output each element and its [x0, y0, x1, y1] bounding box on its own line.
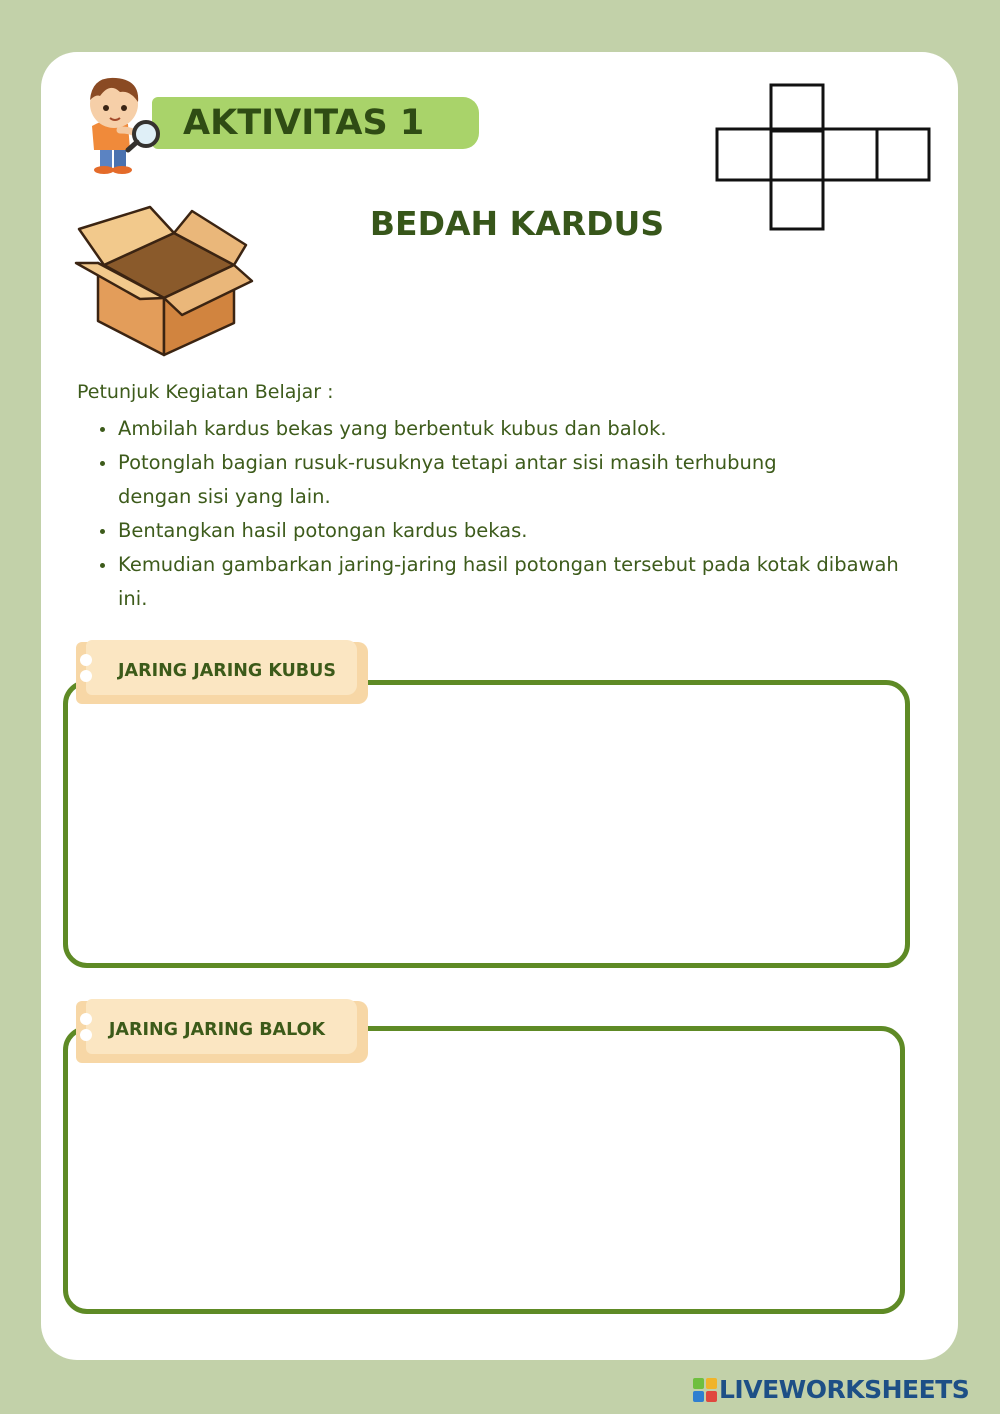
list-item: Bentangkan hasil potongan kardus bekas. — [96, 514, 906, 548]
cuboid-section-label: JARING JARING BALOK — [108, 1020, 326, 1040]
tag-dot — [80, 670, 92, 682]
cardboard-box-icon — [74, 203, 254, 358]
instructions-list — [96, 412, 906, 616]
cube-section-label: JARING JARING KUBUS — [118, 661, 336, 681]
brand-name: LIVEWORKSHEETS — [719, 1375, 970, 1404]
instructions-heading: Petunjuk Kegiatan Belajar : — [77, 381, 334, 403]
liveworksheets-logo-icon — [693, 1378, 717, 1402]
tag-dot — [80, 654, 92, 666]
list-item: Ambilah kardus bekas yang berbentuk kubus dan balok. — [96, 412, 906, 446]
cube-section-tag — [76, 640, 368, 704]
list-item: Potonglah bagian rusuk-rusuknya tetapi antar sisi masih terhubung dengan sisi yang lain. — [96, 446, 906, 514]
cuboid-net-drawing-area[interactable] — [63, 1026, 905, 1314]
kid-magnifier-icon — [70, 68, 170, 178]
cube-net-icon — [714, 82, 932, 232]
activity-label: AKTIVITAS 1 — [183, 103, 425, 143]
list-item: Kemudian gambarkan jaring-jaring hasil potongan tersebut pada kotak dibawah ini. — [96, 548, 906, 616]
page-title: BEDAH KARDUS — [369, 204, 665, 243]
cube-net-drawing-area[interactable] — [63, 680, 910, 968]
cuboid-section-tag — [76, 999, 368, 1063]
